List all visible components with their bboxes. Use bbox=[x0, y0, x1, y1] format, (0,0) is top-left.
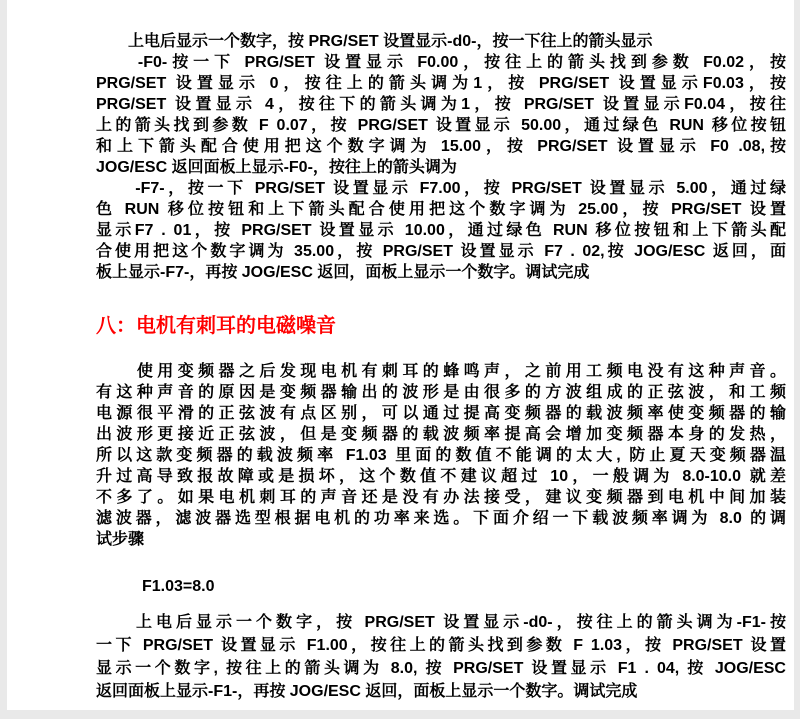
text-line: 出波形更接近正弦波，但是变频器的载波频率提高会增加变频器本身的发热， bbox=[96, 426, 786, 443]
text-line: PRG/SET 设置显示 0，按往上的箭头调为1，按 PRG/SET 设置显示F0.03，按 bbox=[96, 75, 786, 92]
text-line: PRG/SET 设置显示 4，按往下的箭头调为1，按 PRG/SET 设置显示F0.04，按往 bbox=[96, 96, 786, 113]
text-line: 试步骤 bbox=[96, 531, 145, 548]
text-line: 返回面板上显示-F1-，再按 JOG/ESC 返回，面板上显示一个数字。调试完成 bbox=[96, 683, 638, 700]
paragraph-f0-setup bbox=[96, 31, 786, 178]
text-line: 上电后显示一个数字，按 PRG/SET 设置显示-d0-，按往上的箭头调为-F1-按 bbox=[96, 614, 786, 631]
text-line: 使用变频器之后发现电机有刺耳的蜂鸣声，之前用工频电没有这种声音。 bbox=[96, 363, 786, 380]
page-edge-left bbox=[0, 0, 7, 719]
text-line: 合使用把这个数字调为 35.00，按 PRG/SET 设置显示 F7 . 02,按 JOG/ESC 返回，面 bbox=[96, 243, 786, 260]
text-line: JOG/ESC 返回面板上显示-F0-，按往上的箭头调为 bbox=[96, 159, 457, 176]
text-line: 升过高导致报故障或是损坏，这个数值不建议超过 10，一般调为 8.0-10.0 就差 bbox=[96, 468, 786, 485]
text-line: 上的箭头找到参数 F 0.07，按 PRG/SET 设置显示 50.00，通过绿色 RUN 移位按钮 bbox=[96, 117, 786, 134]
text-line: 板上显示-F7-，再按 JOG/ESC 返回，面板上显示一个数字。调试完成 bbox=[96, 264, 590, 281]
text-line: -F0-按一下 PRG/SET 设置显示 F0.00，按往上的箭头找到参数 F0.02，按 bbox=[96, 54, 786, 71]
text-line: 所以这款变频器的载波频率 F1.03 里面的数值不能调的太大, 防止夏天变频器温 bbox=[96, 447, 786, 464]
text-line: 和上下箭头配合使用把这个数字调为 15.00，按 PRG/SET 设置显示 F0 .08,按 bbox=[96, 138, 786, 155]
text-line: 有这种声音的原因是变频器输出的波形是由很多的方波组成的正弦波，和工频 bbox=[96, 384, 786, 401]
page-edge-bottom bbox=[0, 710, 800, 719]
text-line: 色 RUN 移位按钮和上下箭头配合使用把这个数字调为 25.00，按 PRG/SET 设置 bbox=[96, 201, 786, 218]
text-line: 显示F7 . 01，按 PRG/SET 设置显示 10.00，通过绿色 RUN 移位按钮和上下箭头配 bbox=[96, 222, 786, 239]
text-line: 一下 PRG/SET 设置显示 F1.00，按往上的箭头找到参数 F 1.03，按 PRG/SET 设置 bbox=[96, 637, 786, 654]
parameter-value-line: F1.03=8.0 bbox=[142, 578, 215, 595]
text-line: 上电后显示一个数字，按 PRG/SET 设置显示-d0-，按一下往上的箭头显示 bbox=[96, 33, 653, 50]
text-line: 电源很平滑的正弦波有点区别，可以通过提高变频器的载波频率使变频器的输 bbox=[96, 405, 786, 422]
paragraph-f1-setup bbox=[96, 611, 786, 703]
paragraph-noise-explanation bbox=[96, 361, 786, 550]
text-line: 显示一个数字, 按往上的箭头调为 8.0, 按 PRG/SET 设置显示 F1 . 04, 按 JOG/ESC bbox=[96, 660, 786, 677]
text-line: -F7-，按一下 PRG/SET 设置显示 F7.00，按 PRG/SET 设置显示 5.00，通过绿 bbox=[96, 180, 786, 197]
section-heading: 八：电机有刺耳的电磁噪音 bbox=[96, 315, 336, 337]
text-line: 滤波器，滤波器选型根据电机的功率来选。下面介绍一下载波频率调为 8.0 的调 bbox=[96, 510, 786, 527]
page-edge-right bbox=[794, 0, 800, 719]
text-line: 不多了。如果电机刺耳的声音还是没有办法接受，建议变频器到电机中间加装 bbox=[96, 489, 786, 506]
paragraph-f7-setup bbox=[96, 178, 786, 283]
